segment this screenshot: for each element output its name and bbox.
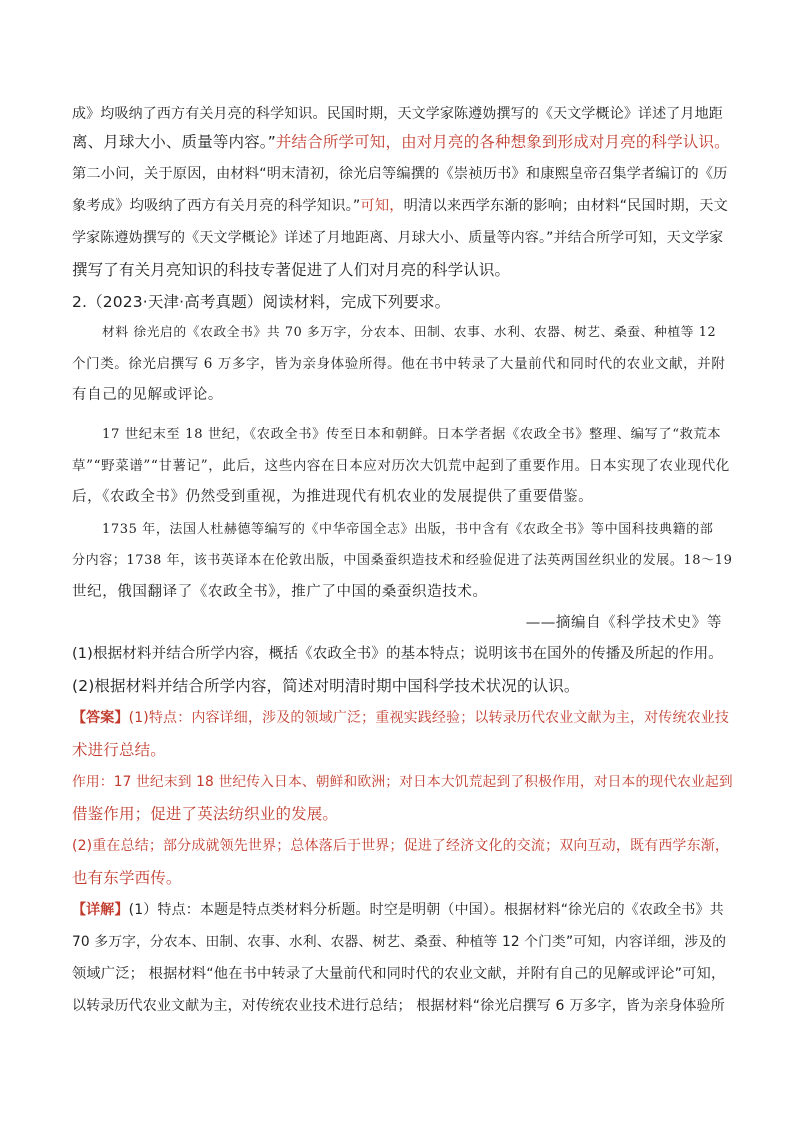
text-line: 撰写了有关月亮知识的科技专著促进了人们对月亮的科学认识。 <box>72 261 511 279</box>
text-line: 第二小问，关于原因，由材料“明末清初，徐光启等编撰的《崇祯历书》和康熙皇帝召集学者编订的《历 <box>72 166 728 182</box>
answer-line: 借鉴作用；促进了英法纺织业的发展。 <box>72 805 339 823</box>
detail-tag: 【详解】 <box>72 902 129 918</box>
detail-line: 以转录历代农业文献为主，对传统农业技术进行总结； 根据材料“徐光启撰写 6 万多字，皆为亲身体验所 <box>72 998 725 1014</box>
highlighted-text: 可知， <box>360 198 404 214</box>
question-1: (1)根据材料并结合所学内容，概括《农政全书》的基本特点；说明该书在国外的传播及所起的作用。 <box>72 646 723 662</box>
material-line: 草”“野菜谱”“甘薯记”，此后，这些内容在日本应对历次大饥荒中起到了重要作用。日本实现了农业现代化 <box>72 458 730 474</box>
material-line: 有自己的见解或评论。 <box>72 387 223 403</box>
answer-tag: 【答案】 <box>72 710 129 726</box>
material-source: ——摘编自《科学技术史》等 <box>525 615 722 631</box>
answer-line: 术进行总结。 <box>72 741 166 759</box>
answer-line: 【答案】(1)特点：内容详细，涉及的领域广泛；重视实践经验；以转录历代农业文献为主，对传统农业技 <box>72 710 730 726</box>
material-line: 材料 徐光启的《农政全书》共 70 多万字，分农本、田制、农事、水利、农器、树艺、桑蚕、种植等 12 <box>102 325 717 340</box>
answer-line: 作用：17 世纪末到 18 世纪传入日本、朝鲜和欧洲；对日本大饥荒起到了积极作用，对日本的现代农业起到 <box>72 774 733 790</box>
answer-line: (2)重在总结；部分成就领先世界；总体落后于世界；促进了经济文化的交流；双向互动，既有西学东渐， <box>72 838 730 854</box>
material-line: 1735 年，法国人杜赫德等编写的《中华帝国全志》出版，书中含有《农政全书》等中国科技典籍的部 <box>102 522 714 537</box>
answer-line: 也有东学西传。 <box>72 869 182 887</box>
material-line: 后，《农政全书》仍然受到重视，为推进现代有机农业的发展提供了重要借鉴。 <box>72 489 594 505</box>
material-line: 17 世纪末至 18 世纪，《农政全书》传至日本和朝鲜。日本学者据《农政全书》整理、编写了“救荒本 <box>102 427 722 442</box>
question-heading: 2.（2023·天津·高考真题）阅读材料，完成下列要求。 <box>72 293 451 311</box>
text-line: 成》均吸纳了西方有关月亮的科学知识。民国时期，天文学家陈遵妫撰写的《天文学概论》详述了月地距 <box>72 106 723 122</box>
detail-line: 【详解】(1）特点：本题是特点类材料分析题。时空是明朝（中国）。根据材料“徐光启的《农政全书》共 <box>72 902 724 918</box>
question-2: (2)根据材料并结合所学内容，简述对明清时期中国科学技术状况的认识。 <box>72 677 580 695</box>
detail-line: 领域广泛； 根据材料“他在书中转录了大量前代和同时代的农业文献，并附有自己的见解或评论”可知， <box>72 966 726 982</box>
detail-line: 70 多万字，分农本、田制、农事、水利、农器、树艺、桑蚕、种植等 12 个门类”可知，内容详细，涉及的 <box>72 934 727 950</box>
material-line: 世纪，俄国翻译了《农政全书》，推广了中国的桑蚕织造技术。 <box>72 584 488 600</box>
text-line: 学家陈遵妫撰写的《天文学概论》详述了月地距离、月球大小、质量等内容。”并结合所学可知，天文学家 <box>72 230 724 246</box>
highlighted-text: 并结合所学可知，由对月亮的各种想象到形成对月亮的科学认识。 <box>275 133 730 151</box>
material-line: 个门类。徐光启撰写 6 万多字，皆为亲身体验所得。他在书中转录了大量前代和同时代的农业文献，并附 <box>72 356 726 372</box>
material-line: 分内容；1738 年，该书英译本在伦敦出版，中国桑蚕织造技术和经验促进了法英两国丝织业的发展。18～19 <box>72 553 733 568</box>
text-line: 象考成》均吸纳了西方有关月亮的科学知识。”可知，明清以来西学东渐的影响；由材料“民国时期，天文 <box>72 198 728 214</box>
text-line: 离、月球大小、质量等内容。”并结合所学可知，由对月亮的各种想象到形成对月亮的科学认识。 <box>72 133 730 151</box>
